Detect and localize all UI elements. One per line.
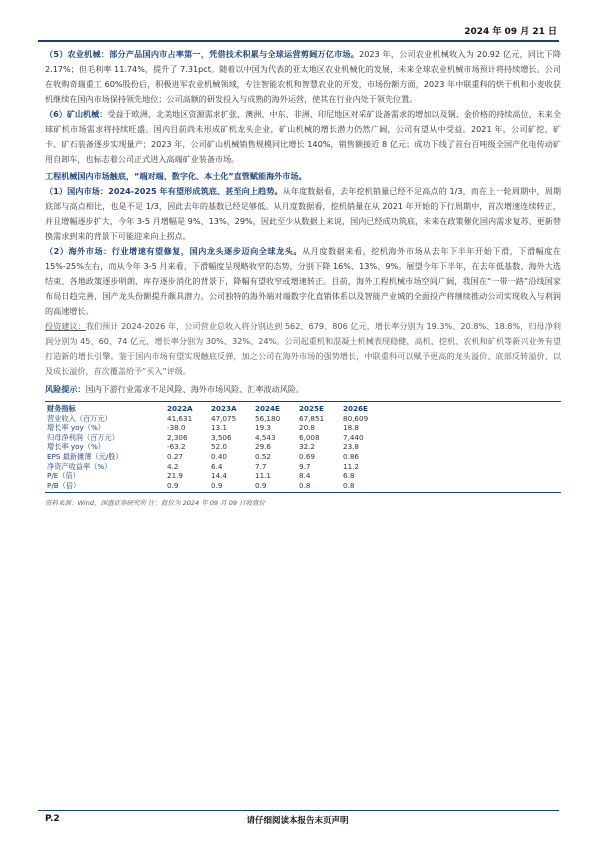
table-cell: 13.1 [211,423,228,433]
table-cell: 7,440 [343,432,364,442]
table-cell: 47,075 [211,413,237,423]
header-rule [38,40,559,42]
report-date: 2024 年 09 月 21 日 [464,27,557,37]
table-cell: 67,851 [299,413,325,423]
table-cell: 9.7 [299,461,311,471]
table-bottom-rule [45,492,561,493]
table-cell: 2,306 [167,432,188,442]
overseas-body: 从月度数据来看，挖机海外市场从去年下半年开始下滑，下滑幅度在 15%-25%左右，而从今年 3-5 月来看，下滑幅度呈现略收窄的态势，分别下降 16%、13%、9%。展望今年下半年，在去年低基数、海外大选结束、各地政策逐步明朗、库存逐步消化的背景下，降幅有望收窄或增速转正。目前，海外工程机械市场空间广阔，我国在“一带一路”沿线国家布局日趋完善，国产龙头份额提升颇具潜力。公司独特的海外端对端数字化直销体系以及智能产业城的全面投产将继续推动公司实现收入与利润的高速增长。 [45,246,561,316]
footer-rule [38,810,559,811]
table-header-cell: 财务指标 [47,404,76,413]
overseas-lead: （2）海外市场：行业增速有望修复，国内龙头逐步迈向全球龙头。 [45,246,303,256]
row-label: 归母净利润（百万元） [47,432,119,442]
table-cell: 18.8 [343,423,360,433]
data-source-note: 资料来源：Wind，国盛证券研究所 注：股价为 2024 年 09 月 09 日收盘价 [45,499,266,508]
row-label: 净资产收益率（%） [47,461,112,471]
table-row [47,452,387,462]
table-cell: 7.7 [255,461,267,471]
table-row [47,414,387,424]
table-cell: 0.86 [343,451,360,461]
table-cell: 4,543 [255,432,276,442]
financial-table [47,404,387,490]
table-cell: 0.52 [255,451,272,461]
table-header-cell: 2022A [167,404,193,413]
table-row [47,423,387,433]
table-top-rule [45,401,561,402]
table-cell: 0.8 [299,480,311,490]
table-cell: 21.9 [167,471,184,481]
table-cell: -63.2 [167,442,186,452]
table-cell: 19.3 [255,423,272,433]
report-body [45,47,561,511]
table-cell: 41,631 [167,413,193,423]
table-cell: 8.4 [299,471,311,481]
domestic-lead: （1）国内市场：2024-2025 年有望形成筑底、甚至向上趋势。 [45,186,283,196]
risk-warning [45,382,561,397]
domestic-body: 从年度数据看，去年挖机销量已经不足高点的 1/3，而在上一轮周期中，周期底部与高点相比，也是不足 1/3，因此去年的基数已经足够低。从月度数据看，挖机销量在从 2021 年开始的下行周期中，首次增速连续转正，并且增幅逐步扩大，今年 3-5 月增幅是 9%、13%、29%，因此至少从数据上来说，国内已经成功筑底，未来在政策催化国内需求复苏、更新替换需求到来的背景下可能迎来向上拐点。 [45,186,561,241]
agri-lead: （5）农业机械： [45,49,110,59]
table-cell: 0.9 [167,480,179,490]
table-cell: 11.1 [255,471,272,481]
table-header-cell: 2026E [343,404,368,413]
page-number: P.2 [45,814,60,824]
table-cell: 6,008 [299,432,320,442]
table-cell: 20.8 [299,423,316,433]
mining-machinery-paragraph [45,107,561,167]
row-label: 营业收入（百万元） [47,413,112,423]
domestic-market-paragraph [45,184,561,244]
table-cell: 0.8 [343,480,355,490]
table-cell: 4.2 [167,461,179,471]
agri-body: 2023 年，公司农业机械收入为 20.92 亿元，同比下降 2.17%；但毛利率 11.74%，提升了 7.31pct。随着以中国为代表的亚太地区农业机械化的发展，未来全球农业机械市场预计将持续增长。公司在收购奇瑞重工 60%股份后，积极进军农业机械领域，专注智能农机和智慧农业的开发，市场份额方面，2023 年中联重科的烘干机和小麦收获机继续在国内市场保持领先地位；公司高额的研发投入与成熟的海外运营，使其在行业内处于领先位置。 [45,49,561,104]
table-header-cell: 2023A [211,404,237,413]
table-cell: 80,609 [343,413,369,423]
invest-label: 投资建议： [45,321,86,331]
disclaimer-notice: 请仔细阅读本报告末页声明 [246,816,349,826]
mining-body: 受益于欧洲、北美地区资源需求扩张，澳洲、中东、非洲、印尼地区对采矿设备需求的增加以及铜、金价格的持续高位，未来全球矿机市场需求将持续旺盛。国内目前尚未形成矿机龙头企业，矿山机械的增长潜力仍然广阔，公司有望从中受益。2021 年，公司矿挖、矿卡、矿石装备逐步实现量产；2023 年，公司矿山机械销售规模同比增长 140%，销售额接近 8 亿元；成功下线了首台百吨级全国产化电传动矿用自卸车，也标志着公司正式进入高端矿业装备市场。 [45,109,561,164]
table-cell: 0.27 [167,451,184,461]
risk-label: 风险提示： [45,384,86,394]
table-cell: 0.9 [255,480,267,490]
table-cell: 6.8 [343,471,355,481]
table-row [47,433,387,443]
mining-lead: （6）矿山机械： [45,109,108,119]
table-cell: -38.0 [167,423,186,433]
table-cell: 0.40 [211,451,228,461]
table-cell: 23.8 [343,442,360,452]
row-label: 增长率 yoy（%） [47,442,105,452]
table-header-cell: 2024E [255,404,280,413]
table-cell: 11.2 [343,461,360,471]
table-row [47,462,387,472]
table-cell: 14.4 [211,471,228,481]
table-header-cell: 2025E [299,404,324,413]
risk-body: 国内下游行业需求不足风险、海外市场风险、汇率波动风险。 [85,384,305,394]
section-heading: 工程机械国内市场触底，“端对端、数字化、本土化”直管赋能海外市场。 [45,171,307,181]
agri-title: 部分产品国内市占率第一，凭借技术积累与全球运营剪阔万亿市场。 [109,49,360,59]
table-header-row [47,404,387,414]
row-label: P/E（倍） [47,471,80,481]
investment-advice [45,319,561,379]
table-row [47,481,387,491]
row-label: EPS 最新摊薄（元/股） [47,451,123,461]
table-row [47,442,387,452]
table-row [47,471,387,481]
table-cell: 29.6 [255,442,272,452]
table-cell: 32.2 [299,442,316,452]
invest-body: 我们预计 2024-2026 年，公司营业总收入将分别达到 562、679、806 亿元，增长率分别为 19.3%、20.8%、18.8%，归母净利润分别为 45、60、74 亿元，增长率分别为 30%、32%、24%。公司起重机和混凝土机械表现稳健，高机、挖机、农机和矿机等新兴业务有望打造新的增长引擎。鉴于国内市场有望实现触底反弹，加之公司在海外市场的强势增长，中联重科可以赋予更高的龙头溢价、底部反转溢价、以及成长溢价，首次覆盖给予“买入”评级。 [45,321,561,376]
table-cell: 52.0 [211,442,228,452]
table-cell: 56,180 [255,413,281,423]
agri-machinery-paragraph [45,47,561,107]
overseas-market-paragraph [45,244,561,319]
row-label: 增长率 yoy（%） [47,423,105,433]
table-cell: 6.4 [211,461,223,471]
table-cell: 3,506 [211,432,232,442]
table-cell: 0.9 [211,480,223,490]
table-cell: 0.69 [299,451,316,461]
row-label: P/B（倍） [47,480,81,490]
